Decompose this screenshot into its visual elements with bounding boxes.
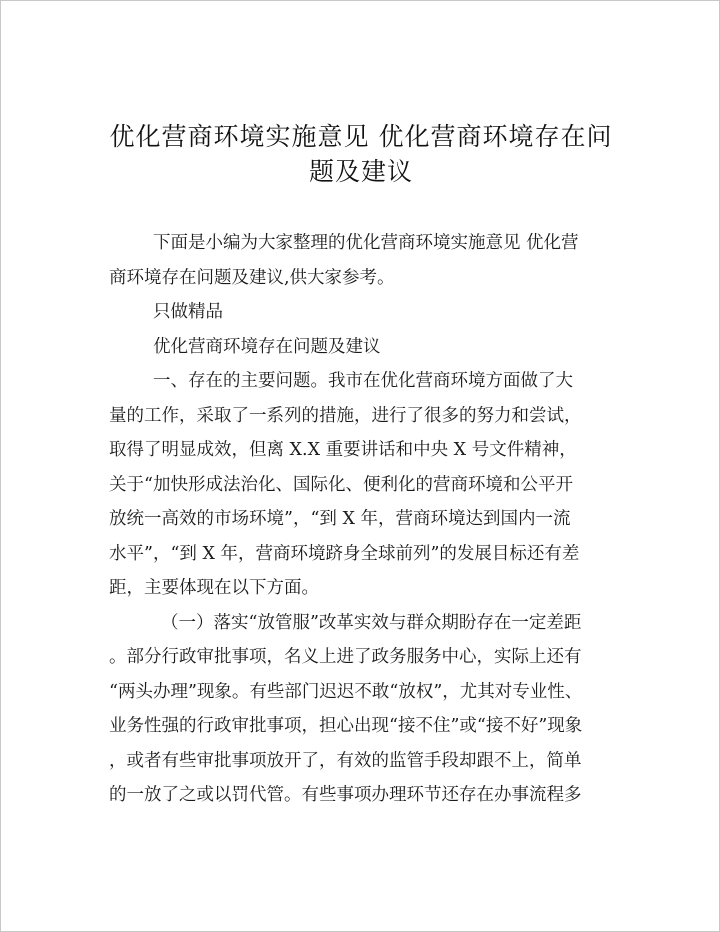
body-line-5: 一、存在的主要问题。我市在优化营商环境方面做了大 <box>153 371 573 391</box>
body-line-7: 取得了明显成效，但离 X.X 重要讲话和中央 X 号文件精神， <box>109 440 577 460</box>
body-line-4: 优化营商环境存在问题及建议 <box>153 336 381 357</box>
title-line-1: 优化营商环境实施意见 优化营商环境存在问 <box>109 122 613 151</box>
body-line-9: 放统一高效的市场环境”，“到 X 年，营商环境达到国内一流 <box>109 509 571 529</box>
body-line-13: 。部分行政审批事项，名义上进了政务服务中心，实际上还有 <box>109 647 582 667</box>
document-title <box>101 119 621 189</box>
body-line-1: 下面是小编为大家整理的优化营商环境实施意见 优化营 <box>153 233 579 253</box>
body-line-17: 的一放了之或以罚代管。有些事项办理环节还存在办事流程多 <box>109 785 582 805</box>
body-line-10: 水平”，“到 X 年，营商环境跻身全球前列”的发展目标还有差 <box>109 543 580 564</box>
body-line-11: 距，主要体现在以下方面。 <box>109 578 319 598</box>
body-line-6: 量的工作，采取了一系列的措施，进行了很多的努力和尝试， <box>109 405 582 426</box>
body-line-14: “两头办理”现象。有些部门迟迟不敢“放权”，尤其对专业性、 <box>109 681 583 702</box>
body-line-3: 只做精品 <box>153 302 223 322</box>
document-body <box>109 226 617 813</box>
title-line-2: 题及建议 <box>308 157 413 186</box>
body-line-2: 商环境存在问题及建议,供大家参考。 <box>109 267 395 288</box>
body-line-8: 关于“加快形成法治化、国际化、便利化的营商环境和公平开 <box>109 474 573 495</box>
body-line-16: ，或者有些审批事项放开了，有效的监管手段却跟不上，简单 <box>109 750 582 771</box>
body-line-15: 业务性强的行政审批事项，担心出现“接不住”或“接不好”现象 <box>109 716 583 736</box>
body-line-12: （一）落实“放管服”改革实效与群众期盼存在一定差距 <box>161 612 582 633</box>
